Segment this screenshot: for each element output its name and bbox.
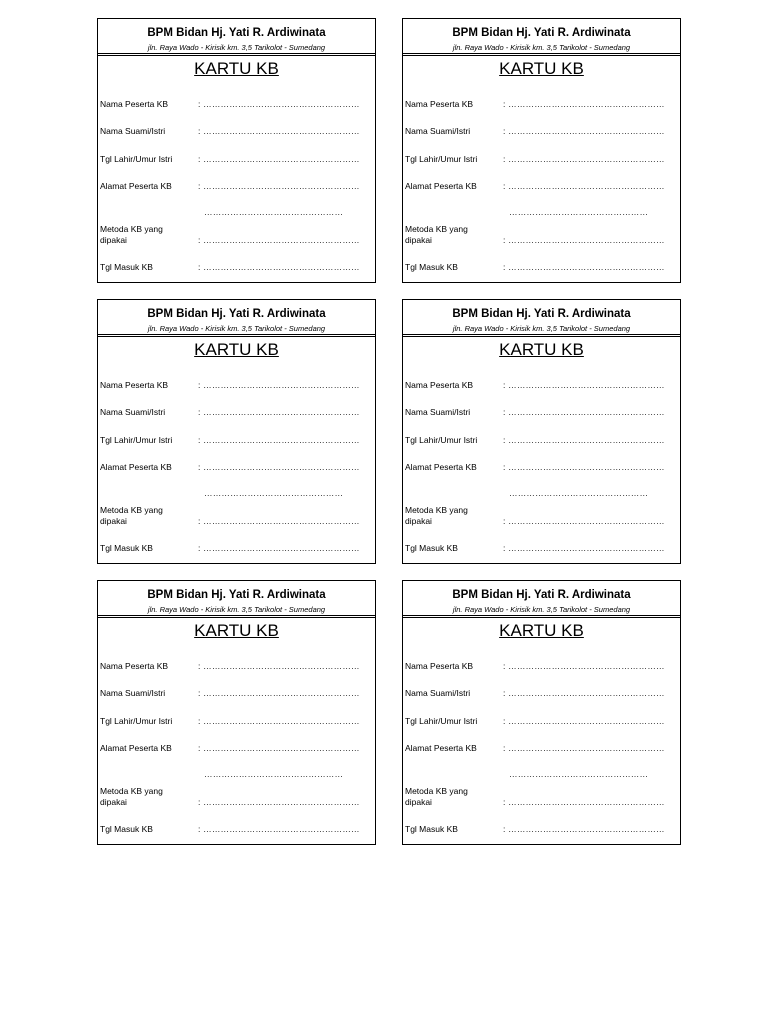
blank-nama-peserta: : ……………………………………………… (198, 661, 360, 671)
label-tgl-lahir: Tgl Lahir/Umur Istri (100, 716, 173, 726)
label-metoda-kb-dipakai: dipakai (405, 797, 432, 807)
kb-card (97, 18, 376, 283)
blank-nama-peserta: : ……………………………………………… (503, 661, 665, 671)
card-header (403, 300, 680, 337)
label-tgl-lahir: Tgl Lahir/Umur Istri (405, 435, 478, 445)
clinic-address: jln. Raya Wado - Kirisik km. 3,5 Tarikolot - Sumedang (452, 43, 631, 52)
label-metoda-kb-dipakai: dipakai (100, 235, 127, 245)
blank-tgl-lahir: : ……………………………………………… (503, 154, 665, 164)
clinic-address: jln. Raya Wado - Kirisik km. 3,5 Tarikolot - Sumedang (147, 43, 326, 52)
label-tgl-masuk: Tgl Masuk KB (405, 543, 458, 553)
blank-nama-suami-istri: : ……………………………………………… (503, 126, 665, 136)
blank-alamat: : ……………………………………………… (503, 462, 665, 472)
label-metoda-kb: Metoda KB yang (100, 786, 163, 796)
label-alamat: Alamat Peserta KB (405, 743, 477, 753)
blank-tgl-masuk: : ……………………………………………… (503, 262, 665, 272)
label-tgl-masuk: Tgl Masuk KB (100, 824, 153, 834)
blank-nama-peserta: : ……………………………………………… (198, 380, 360, 390)
label-alamat: Alamat Peserta KB (100, 462, 172, 472)
label-tgl-lahir: Tgl Lahir/Umur Istri (100, 435, 173, 445)
blank-tgl-masuk: : ……………………………………………… (198, 543, 360, 553)
blank-metoda-kb: : ……………………………………………… (198, 797, 360, 807)
label-nama-peserta: Nama Peserta KB (405, 380, 474, 390)
blank-alamat-continued: ………………………………………… (509, 488, 649, 498)
label-tgl-masuk: Tgl Masuk KB (100, 543, 153, 553)
label-metoda-kb-dipakai: dipakai (100, 797, 127, 807)
blank-tgl-masuk: : ……………………………………………… (503, 824, 665, 834)
blank-tgl-masuk: : ……………………………………………… (503, 543, 665, 553)
blank-tgl-lahir: : ……………………………………………… (198, 154, 360, 164)
blank-tgl-lahir: : ……………………………………………… (198, 716, 360, 726)
card-title: KARTU KB (194, 621, 279, 640)
card-header (403, 19, 680, 56)
card-title: KARTU KB (499, 621, 584, 640)
kb-card (402, 299, 681, 564)
label-metoda-kb: Metoda KB yang (405, 786, 468, 796)
blank-alamat: : ……………………………………………… (503, 181, 665, 191)
label-alamat: Alamat Peserta KB (100, 743, 172, 753)
clinic-name: BPM Bidan Hj. Yati R. Ardiwinata (452, 308, 631, 320)
blank-alamat: : ……………………………………………… (198, 462, 360, 472)
blank-alamat-continued: ………………………………………… (204, 488, 344, 498)
card-title: KARTU KB (194, 340, 279, 359)
kb-card (97, 580, 376, 845)
clinic-address: jln. Raya Wado - Kirisik km. 3,5 Tarikolot - Sumedang (452, 324, 631, 333)
blank-tgl-lahir: : ……………………………………………… (198, 435, 360, 445)
label-nama-suami-istri: Nama Suami/Istri (405, 688, 471, 698)
clinic-address: jln. Raya Wado - Kirisik km. 3,5 Tarikolot - Sumedang (452, 605, 631, 614)
card-header (98, 300, 375, 337)
kb-card (97, 299, 376, 564)
blank-metoda-kb: : ……………………………………………… (503, 797, 665, 807)
card-title: KARTU KB (499, 59, 584, 78)
blank-alamat-continued: ………………………………………… (204, 207, 344, 217)
blank-nama-peserta: : ……………………………………………… (503, 380, 665, 390)
clinic-name: BPM Bidan Hj. Yati R. Ardiwinata (147, 308, 326, 320)
clinic-address: jln. Raya Wado - Kirisik km. 3,5 Tarikolot - Sumedang (147, 324, 326, 333)
clinic-name: BPM Bidan Hj. Yati R. Ardiwinata (452, 589, 631, 601)
label-nama-peserta: Nama Peserta KB (405, 661, 474, 671)
label-metoda-kb: Metoda KB yang (100, 224, 163, 234)
label-nama-suami-istri: Nama Suami/Istri (100, 126, 166, 136)
card-header (98, 581, 375, 618)
clinic-address: jln. Raya Wado - Kirisik km. 3,5 Tarikolot - Sumedang (147, 605, 326, 614)
blank-alamat: : ……………………………………………… (198, 181, 360, 191)
label-metoda-kb: Metoda KB yang (405, 224, 468, 234)
label-tgl-lahir: Tgl Lahir/Umur Istri (405, 716, 478, 726)
blank-metoda-kb: : ……………………………………………… (198, 235, 360, 245)
card-header (98, 19, 375, 56)
blank-nama-peserta: : ……………………………………………… (503, 99, 665, 109)
label-nama-suami-istri: Nama Suami/Istri (100, 688, 166, 698)
label-metoda-kb-dipakai: dipakai (405, 516, 432, 526)
card-header (403, 581, 680, 618)
label-nama-peserta: Nama Peserta KB (100, 380, 169, 390)
label-alamat: Alamat Peserta KB (405, 462, 477, 472)
label-alamat: Alamat Peserta KB (100, 181, 172, 191)
blank-metoda-kb: : ……………………………………………… (503, 516, 665, 526)
label-alamat: Alamat Peserta KB (405, 181, 477, 191)
label-tgl-lahir: Tgl Lahir/Umur Istri (100, 154, 173, 164)
label-metoda-kb: Metoda KB yang (405, 505, 468, 515)
blank-alamat-continued: ………………………………………… (204, 769, 344, 779)
label-nama-suami-istri: Nama Suami/Istri (100, 407, 166, 417)
clinic-name: BPM Bidan Hj. Yati R. Ardiwinata (147, 27, 326, 39)
blank-tgl-lahir: : ……………………………………………… (503, 716, 665, 726)
clinic-name: BPM Bidan Hj. Yati R. Ardiwinata (452, 27, 631, 39)
card-title: KARTU KB (194, 59, 279, 78)
blank-nama-suami-istri: : ……………………………………………… (503, 688, 665, 698)
blank-metoda-kb: : ……………………………………………… (198, 516, 360, 526)
kb-card (402, 580, 681, 845)
label-metoda-kb-dipakai: dipakai (100, 516, 127, 526)
blank-nama-suami-istri: : ……………………………………………… (503, 407, 665, 417)
label-tgl-masuk: Tgl Masuk KB (405, 824, 458, 834)
blank-alamat: : ……………………………………………… (198, 743, 360, 753)
blank-nama-peserta: : ……………………………………………… (198, 99, 360, 109)
blank-tgl-lahir: : ……………………………………………… (503, 435, 665, 445)
blank-nama-suami-istri: : ……………………………………………… (198, 407, 360, 417)
blank-alamat-continued: ………………………………………… (509, 769, 649, 779)
label-nama-peserta: Nama Peserta KB (100, 99, 169, 109)
label-tgl-masuk: Tgl Masuk KB (100, 262, 153, 272)
label-nama-peserta: Nama Peserta KB (405, 99, 474, 109)
label-nama-peserta: Nama Peserta KB (100, 661, 169, 671)
label-metoda-kb-dipakai: dipakai (405, 235, 432, 245)
clinic-name: BPM Bidan Hj. Yati R. Ardiwinata (147, 589, 326, 601)
label-tgl-lahir: Tgl Lahir/Umur Istri (405, 154, 478, 164)
label-metoda-kb: Metoda KB yang (100, 505, 163, 515)
label-tgl-masuk: Tgl Masuk KB (405, 262, 458, 272)
label-nama-suami-istri: Nama Suami/Istri (405, 126, 471, 136)
card-title: KARTU KB (499, 340, 584, 359)
kb-card (402, 18, 681, 283)
blank-alamat: : ……………………………………………… (503, 743, 665, 753)
blank-metoda-kb: : ……………………………………………… (503, 235, 665, 245)
blank-tgl-masuk: : ……………………………………………… (198, 262, 360, 272)
blank-alamat-continued: ………………………………………… (509, 207, 649, 217)
blank-tgl-masuk: : ……………………………………………… (198, 824, 360, 834)
label-nama-suami-istri: Nama Suami/Istri (405, 407, 471, 417)
blank-nama-suami-istri: : ……………………………………………… (198, 688, 360, 698)
blank-nama-suami-istri: : ……………………………………………… (198, 126, 360, 136)
